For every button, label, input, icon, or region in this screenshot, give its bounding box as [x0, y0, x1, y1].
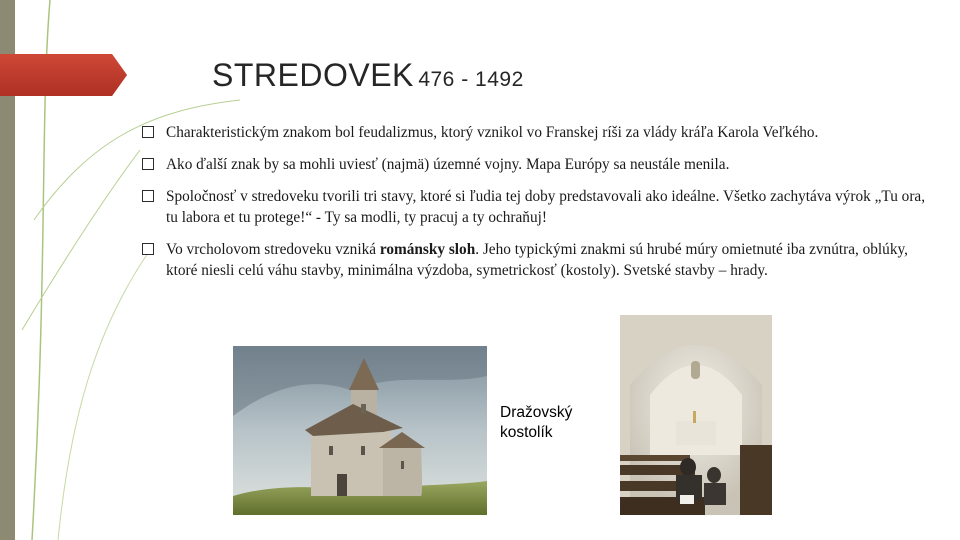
caption-line-1: Dražovský	[500, 404, 573, 421]
bullet-text: Spoločnosť v stredoveku tvorili tri stavy, ktoré si ľudia tej doby predstavovali ako ideálne. Všetko zachytáva výrok „Tu ora, tu labora et tu protege!“ - Ty sa modli, ty pracuj a ty ochraňuj!	[166, 188, 926, 226]
title-accent-arrow	[0, 54, 127, 96]
title-years: 476 - 1492	[418, 68, 524, 91]
church-photo	[233, 346, 487, 515]
checkbox-bullet-icon	[142, 243, 154, 255]
slide-title	[212, 57, 524, 94]
bullet-text: Ako ďalší znak by sa mohli uviesť (najmä) územné vojny. Mapa Európy sa neustále menila.	[166, 156, 730, 173]
bullet-item	[142, 154, 932, 175]
title-main: STREDOVEK	[212, 57, 414, 93]
bullet-text-continued: . Jeho typickými znakmi sú hrubé múry omietnuté iba zvnútra, oblúky, ktoré niesli celú váhu stavby, minimálna výzdoba, symetrickosť (kostoly). Svetské stavby – hrady.	[166, 241, 908, 279]
bullet-text: Vo vrcholovom stredoveku vzniká	[166, 241, 380, 258]
bullet-text: Charakteristickým znakom bol feudalizmus, ktorý vznikol vo Franskej ríši za vlády kráľa Karola Veľkého.	[166, 124, 819, 141]
caption-line-2: kostolík	[500, 424, 553, 441]
interior-photo	[620, 315, 772, 515]
photo-caption	[500, 403, 600, 443]
bullet-item	[142, 186, 932, 228]
bullet-bold-term: románsky sloh	[379, 241, 476, 258]
checkbox-bullet-icon	[142, 190, 154, 202]
bullet-list	[142, 122, 932, 292]
checkbox-bullet-icon	[142, 126, 154, 138]
bullet-item	[142, 239, 932, 281]
checkbox-bullet-icon	[142, 158, 154, 170]
bullet-item	[142, 122, 932, 143]
